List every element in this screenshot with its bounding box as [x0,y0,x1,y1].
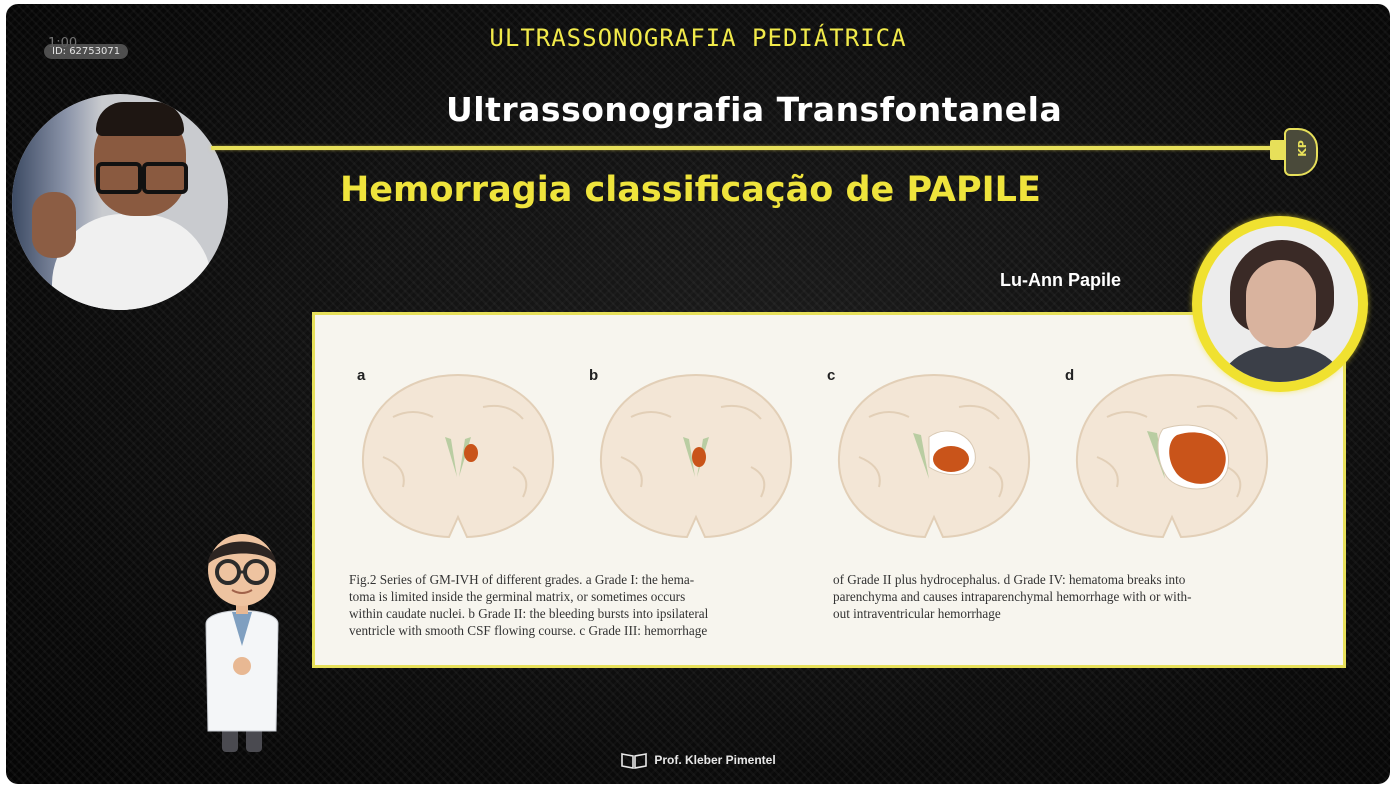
figure-caption-right [833,571,1287,622]
footer-brand-text: Prof. Kleber Pimentel [654,753,776,768]
slide-title: Ultrassonografia Transfontanela [446,90,1063,129]
caption-line: ventricle with smooth CSF flowing course. c Grade III: hemorrhage [349,623,708,638]
brain-diagram-d [1067,367,1277,547]
course-title: ULTRASSONOGRAFIA PEDIÁTRICA [489,24,907,52]
guest-name: Lu-Ann Papile [1000,270,1121,290]
panel-letter-b: b [589,367,599,384]
caption-line: within caudate nuclei. b Grade II: the bleeding bursts into ipsilateral [349,606,709,621]
brain-diagram-b [591,367,801,547]
video-frame [6,4,1390,784]
presenter-hair [96,102,184,136]
presenter-webcam [12,94,228,310]
caption-line: of Grade II plus hydrocephalus. d Grade IV: hematoma breaks into [833,572,1186,587]
figure-caption-left [349,571,793,639]
guest-photo [1202,226,1358,382]
brain-diagram-c [829,367,1039,547]
caption-line: parenchyma and causes intraparenchymal hemorrhage with or with- [833,589,1192,604]
presenter-hand [32,192,76,258]
panel-letter-c: c [827,367,836,384]
id-badge: ID: 62753071 [44,44,128,59]
panel-letter-a: a [357,367,366,384]
title-divider-line [211,146,1291,150]
caption-line: Fig.2 Series of GM-IVH of different grades. a Grade I: the hema- [349,572,695,587]
caption-line: out intraventricular hemorrhage [833,606,1001,621]
figure-panel [312,312,1346,668]
plug-label: KP [1295,140,1309,157]
book-icon [620,752,648,770]
presenter-glasses [96,162,188,188]
brain-diagram-a [353,367,563,547]
doctor-mascot-icon [192,526,292,756]
footer-brand [6,752,1390,770]
panel-letter-d: d [1065,367,1075,384]
caption-line: toma is limited inside the germinal matrix, or sometimes occurs [349,589,686,604]
slide-subtitle: Hemorragia classificação de PAPILE [340,170,1041,210]
